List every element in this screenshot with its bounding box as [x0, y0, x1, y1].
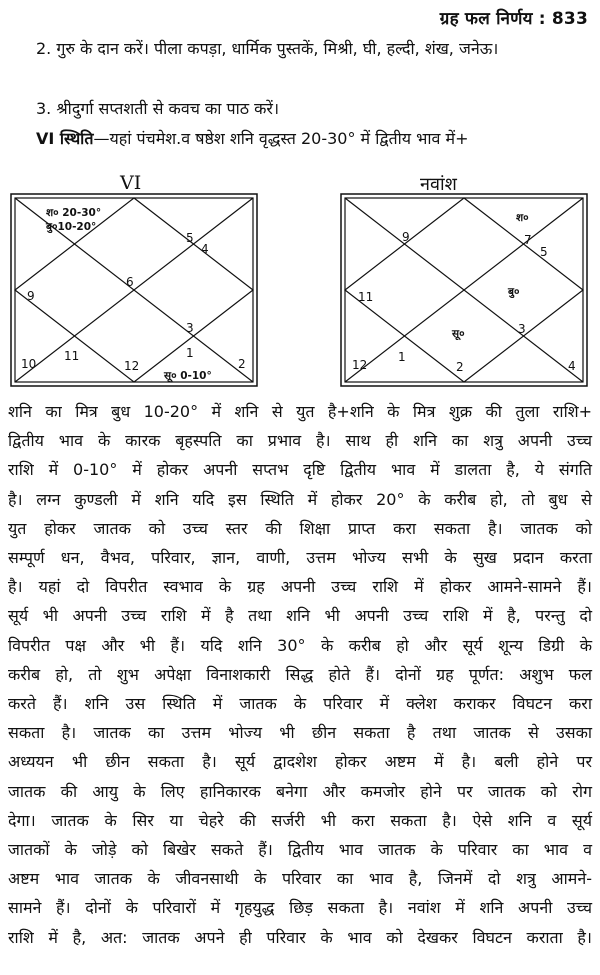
- body-line-6: सम्पूर्ण धन, वैभव, परिवार, ज्ञान, वाणी, उत्तम भोज्य सभी के सुख प्रदान करता: [8, 548, 592, 568]
- body-line-13: अध्ययन भी छीन सकता है। सूर्य द्वादशेश होकर अष्टम में है। बली होने पर: [8, 752, 592, 772]
- body-line-16: जातकों के जोड़े को बिखेर सकते हैं। द्वितीय भाव जातक के परिवार का भाव व: [8, 840, 592, 860]
- house-2: 2: [238, 357, 246, 371]
- house-12: 12: [352, 358, 368, 372]
- house-3: 3: [518, 322, 526, 336]
- chart-label-left: VI: [120, 172, 142, 194]
- body-text: [8, 397, 592, 952]
- remedy-3: 3. श्रीदुर्गा सप्तशती से कवच का पाठ करें।: [36, 99, 280, 118]
- house-6: 6: [126, 275, 134, 289]
- body-line-3: राशि में 0-10° में होकर अपनी सप्तभ दृष्टि द्वितीय भाव में डालता है, ये संगति: [8, 460, 592, 480]
- body-line-5: युत होकर जातक को उच्च स्तर की शिक्षा प्राप्त करा सकता है। जातक को: [8, 518, 592, 538]
- house-5: 5: [540, 245, 548, 259]
- house-1: 1: [186, 346, 194, 360]
- body-line-2: द्वितीय भाव के कारक बृहस्पति का प्रभाव है। साथ ही शनि का शत्रु अपनी उच्च: [8, 431, 592, 451]
- house-1: 1: [398, 350, 406, 364]
- house-4: 4: [568, 359, 576, 373]
- horoscope-chart-right: [340, 193, 588, 387]
- situation-paragraph: [10, 124, 590, 153]
- running-head: ग्रह फल निर्णय : 833: [439, 9, 588, 29]
- planet-saturn: श०: [516, 212, 529, 224]
- body-line-10: करीब हो, तो शुभ अपेक्षा विनाशकारी सिद्ध होते हैं। दोनों ग्रह पूर्णत: अशुभ फल: [8, 664, 592, 684]
- planet-sun: सू० 0-10°: [164, 370, 212, 382]
- chart-left-svg: [10, 193, 258, 387]
- planet-saturn: श० 20-30°: [46, 207, 102, 219]
- body-line-9: विपरीत पक्ष और भी हैं। यदि शनि 30° के करीब हो और सूर्य शून्य डिग्री के: [8, 635, 592, 655]
- chart-label-right: नवांश: [420, 174, 457, 195]
- body-line-18: सामने हैं। दोनों के परिवारों में गृहयुद्ध छिड़ सकता है। नवांश में शनि अपनी उच्च: [8, 898, 592, 918]
- house-5: 5: [186, 231, 194, 245]
- body-line-12: सकता है। जातक का उत्तम भोज्य भी छीन सकता है तथा जातक से उसका: [8, 723, 592, 743]
- body-line-17: अष्टम भाव जातक के जीवनसाथी के परिवार का भाव है, जिनमें दो शत्रु आमने-: [8, 869, 592, 889]
- body-line-7: है। यहां दो विपरीत स्वभाव के ग्रह अपनी उच्च राशि में होकर आमने-सामने हैं।: [8, 577, 592, 597]
- situation-heading: VI स्थिति: [36, 129, 94, 148]
- body-line-19: राशि में है, अत: जातक अपने ही परिवार के भाव को देखकर विघटन कराता है।: [8, 927, 592, 947]
- house-9: 9: [27, 289, 35, 303]
- situation-text: —यहां पंचमेश.व षष्ठेश शनि वृद्धस्त 20-30° में द्वितीय भाव में+: [93, 129, 469, 148]
- body-line-14: जातक की आयु के लिए हानिकारक बनेगा और कमजोर होने पर जातक को रोग: [8, 781, 592, 801]
- house-4: 4: [201, 242, 209, 256]
- chart-right-svg: [340, 193, 588, 387]
- house-10: 10: [21, 357, 37, 371]
- house-11: 11: [358, 290, 374, 304]
- body-line-4: है। लग्न कुण्डली में शनि यदि इस स्थिति में होकर 20° के करीब हो, तो बुध से: [8, 489, 592, 509]
- house-3: 3: [186, 321, 194, 335]
- planet-sun: सू०: [452, 328, 465, 340]
- body-line-8: सूर्य भी अपनी उच्च राशि में है तथा शनि भी अपनी उच्च राशि में है, परन्तु दो: [8, 606, 592, 626]
- body-line-1: शनि का मित्र बुध 10-20° में शनि से युत है+शनि के मित्र शुक्र की तुला राशि+: [8, 402, 592, 421]
- house-9: 9: [402, 230, 410, 244]
- house-12: 12: [124, 359, 140, 373]
- house-11: 11: [64, 349, 80, 363]
- planet-mercury: बु०10-20°: [46, 221, 97, 233]
- body-line-15: देगा। जातक के सिर या चेहरे की सर्जरी भी करा सकता है। ऐसे शनि व सूर्य: [8, 810, 592, 830]
- planet-mercury: बु०: [508, 286, 520, 298]
- horoscope-chart-left: [10, 193, 258, 387]
- remedy-2: 2. गुरु के दान करें। पीला कपड़ा, धार्मिक पुस्तकें, मिश्री, घी, हल्दी, शंख, जनेऊ।: [36, 39, 499, 58]
- house-7: 7: [524, 233, 532, 247]
- house-2: 2: [456, 360, 464, 374]
- body-line-11: करते हैं। शनि उस स्थिति में जातक के परिवार में क्लेश कराकर विघटन करा: [8, 694, 592, 714]
